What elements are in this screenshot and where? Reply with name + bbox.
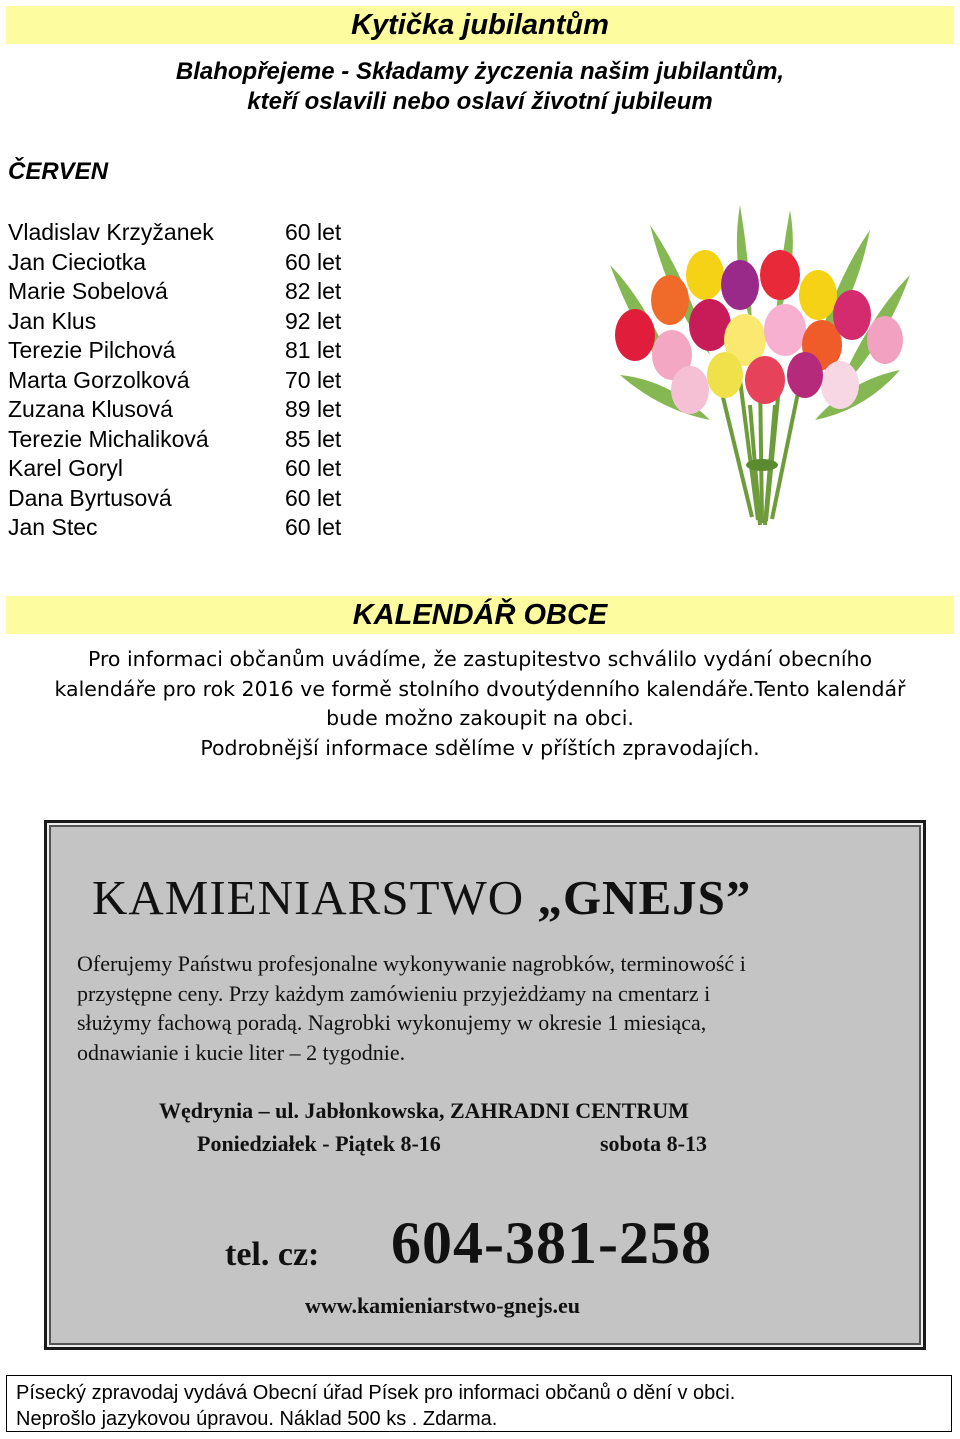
jubilant-name: Terezie Michaliková — [8, 425, 209, 452]
jubilant-name: Vladislav Krzyžanek — [8, 219, 214, 245]
calendar-line-2: kalendáře pro rok 2016 ve formě stolního dvoutýdenního kalendáře.Tento kalendář — [54, 676, 906, 701]
jubilant-age: 81 let — [285, 337, 342, 363]
ad-title-main: KAMIENIARSTWO — [92, 870, 525, 925]
ad-title-brand: „GNEJS” — [537, 870, 752, 925]
calendar-line-4: Podrobnější informace sdělíme v příštích zpravodajích. — [200, 735, 760, 760]
subtitle-line-1: Blahopřejeme - Składamy życzenia našim jubilantům, — [175, 58, 785, 85]
jubilant-name: Dana Byrtusová — [8, 484, 172, 511]
jubilant-name: Jan Stec — [8, 514, 98, 540]
tulip-bouquet-image — [590, 205, 930, 535]
calendar-title: KALENDÁŘ OBCE — [352, 599, 608, 631]
jubilant-name: Zuzana Klusová — [8, 396, 173, 422]
jubilant-age: 89 let — [285, 396, 342, 422]
footer-line-2: Neprošlo jazykovou úpravou. Náklad 500 ks . Zdarma. — [16, 1408, 498, 1430]
ad-phone-label: tel. cz: — [225, 1236, 320, 1273]
subtitle-line-2: kteří oslavili nebo oslaví životní jubileum — [247, 88, 713, 115]
ad-desc-line-3: służymy fachową poradą. Nagrobki wykonujemy w okresie 1 miesiąca, — [77, 1010, 707, 1035]
jubilant-name: Marta Gorzolková — [8, 366, 190, 393]
footer-line-1: Písecký zpravodaj vydává Obecní úřad Písek pro informaci občanů o dění v obci. — [16, 1382, 736, 1404]
calendar-announcement — [0, 645, 960, 763]
ad-desc-line-4: odnawianie i kucie liter – 2 tygodnie. — [77, 1039, 406, 1065]
ad-phone-number: 604-381-258 — [391, 1210, 712, 1276]
stonemason-advertisement — [44, 820, 926, 1350]
month-heading: ČERVEN — [8, 158, 109, 185]
jubilant-age: 60 let — [285, 455, 342, 481]
jubilant-age: 60 let — [285, 514, 342, 540]
jubilant-name: Karel Goryl — [8, 455, 124, 481]
jubilant-age: 82 let — [285, 278, 342, 304]
ad-desc-line-1: Oferujemy Państwu profesjonalne wykonywanie nagrobków, terminowość i — [77, 951, 746, 976]
publication-footer — [6, 1375, 952, 1432]
ad-address: Wędrynia – ul. Jabłonkowska, ZAHRADNI CENTRUM — [159, 1098, 689, 1123]
ad-desc-line-2: przystępne ceny. Przy każdym zamówieniu przyjeżdżamy na cmentarz i — [77, 980, 711, 1006]
ad-hours-saturday: sobota 8-13 — [600, 1131, 707, 1156]
page-title-banner — [6, 6, 954, 44]
jubilant-age: 92 let — [285, 307, 342, 334]
jubilant-age: 85 let — [285, 425, 342, 452]
ad-website: www.kamieniarstwo-gnejs.eu — [305, 1293, 580, 1318]
ad-title — [92, 869, 751, 926]
jubilant-name: Jan Klus — [8, 307, 97, 334]
jubilant-name: Terezie Pilchová — [8, 337, 176, 363]
jubilant-name: Marie Sobelová — [8, 278, 168, 304]
greeting-subtitle — [0, 57, 960, 117]
page-title: Kytička jubilantům — [351, 9, 609, 41]
calendar-line-1: Pro informaci občanům uvádíme, že zastupitestvo schválilo vydání obecního — [87, 647, 873, 671]
jubilant-age: 70 let — [285, 366, 342, 393]
jubilant-age: 60 let — [285, 248, 342, 275]
jubilant-age: 60 let — [285, 484, 342, 511]
calendar-line-3: bude možno zakoupit na obci. — [326, 706, 634, 730]
jubilant-name: Jan Cieciotka — [8, 248, 147, 275]
ad-hours-weekday: Poniedziałek - Piątek 8-16 — [197, 1131, 441, 1156]
ad-description — [77, 949, 877, 1067]
jubilant-age: 60 let — [285, 219, 342, 245]
calendar-section-banner — [6, 596, 954, 634]
